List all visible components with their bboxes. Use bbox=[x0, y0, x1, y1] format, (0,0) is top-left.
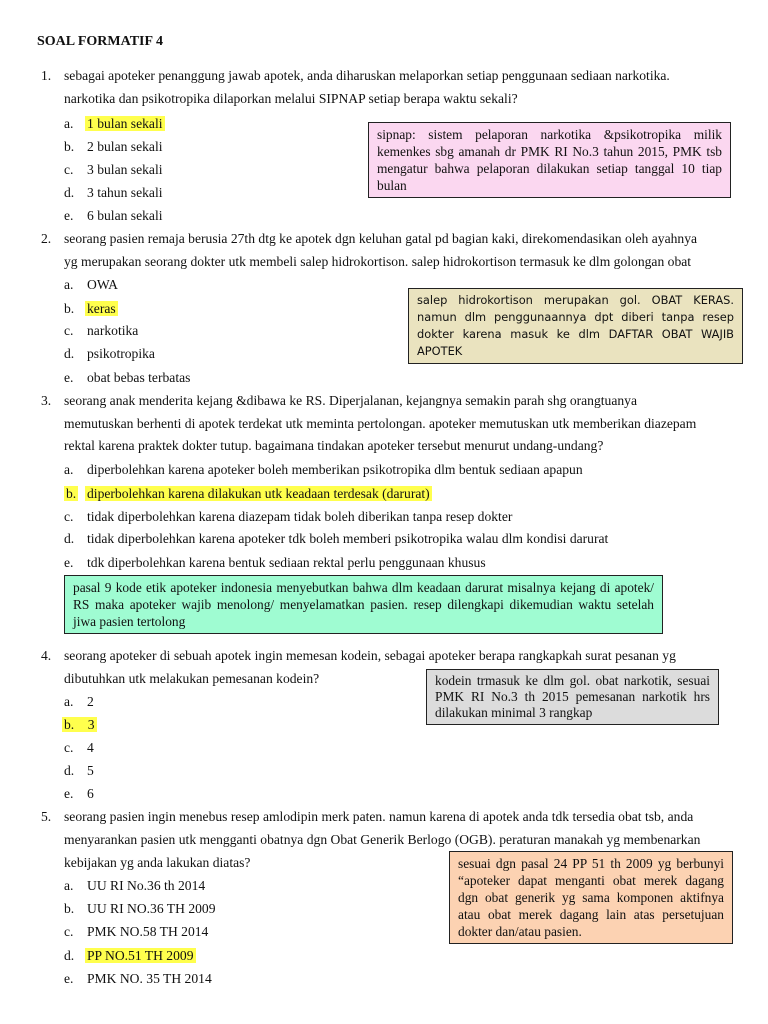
option-letter: c. bbox=[64, 162, 74, 177]
highlighted-answer: 1 bulan sekali bbox=[87, 116, 163, 131]
option-text: 4 bbox=[87, 740, 94, 755]
option-letter: a. bbox=[64, 277, 74, 292]
option-text: OWA bbox=[87, 277, 118, 292]
option-text: 3 tahun sekali bbox=[87, 185, 163, 200]
option-letter: a. bbox=[64, 116, 74, 131]
option-letter: e. bbox=[64, 208, 74, 223]
question-number: 1. bbox=[41, 68, 52, 83]
question-text: kebijakan yg anda lakukan diatas? bbox=[64, 855, 251, 870]
option-letter: c. bbox=[64, 323, 74, 338]
option-text: 5 bbox=[87, 763, 94, 778]
option-letter: e. bbox=[64, 786, 74, 801]
highlighted-answer bbox=[62, 717, 97, 732]
option-letter: b. bbox=[64, 301, 75, 316]
option-letter: b. bbox=[64, 717, 75, 732]
highlighted-answer: PP NO.51 TH 2009 bbox=[87, 948, 194, 963]
question-text: seorang pasien ingin menebus resep amlodipin merk paten. namun karena di apotek anda tdk tersedia obat tsb, anda bbox=[64, 809, 694, 824]
option-letter: d. bbox=[64, 763, 75, 778]
question-number: 4. bbox=[41, 648, 52, 663]
explanation-note: sesuai dgn pasal 24 PP 51 th 2009 yg berbunyi “apoteker dapat menganti obat merek dagang dgn obat generik yg sama komponen aktifnya atau obat merek dagang lain atas persetujuan dokter dan/atau pasien. bbox=[449, 851, 733, 944]
question-number: 5. bbox=[41, 809, 52, 824]
question-text: seorang anak menderita kejang &dibawa ke RS. Diperjalanan, kejangnya semakin parah shg orangtuanya bbox=[64, 393, 638, 408]
option-text: UU RI No.36 th 2014 bbox=[87, 878, 206, 893]
option-text: diperbolehkan karena apoteker boleh memberikan psikotropika dlm bentuk sediaan apapun bbox=[87, 462, 583, 477]
option-text: PMK NO. 35 TH 2014 bbox=[87, 971, 212, 986]
option-text: narkotika bbox=[87, 323, 139, 338]
option-letter: d. bbox=[64, 531, 75, 546]
explanation-note: kodein trmasuk ke dlm gol. obat narkotik, sesuai PMK RI No.3 th 2015 pemesanan narkotik hrs dilakukan minimal 3 rangkap bbox=[426, 669, 719, 725]
question-text: sebagai apoteker penanggung jawab apotek, anda diharuskan melaporkan setiap penggunaan sediaan narkotika. bbox=[64, 68, 670, 83]
option-text: tidak diperbolehkan karena apoteker tdk boleh memberi psikotropika walau dlm kondisi darurat bbox=[87, 531, 609, 546]
question-text: rektal karena praktek dokter tutup. bagaimana tindakan apoteker tersebut menurut undang-undang? bbox=[64, 438, 604, 453]
option-row bbox=[62, 717, 97, 733]
option-letter: b. bbox=[64, 901, 75, 916]
option-text: psikotropika bbox=[87, 346, 155, 361]
option-text: 3 bbox=[87, 717, 95, 732]
explanation-note: sipnap: sistem pelaporan narkotika &psikotropika milik kemenkes sbg amanah dr PMK RI No.3 tahun 2015, PMK tsb mengatur bahwa pelaporan dilakukan setiap tanggal 10 tiap bulan bbox=[368, 122, 731, 198]
option-text: 2 bbox=[87, 694, 94, 709]
option-text: 6 bbox=[87, 786, 94, 801]
highlighted-answer: diperbolehkan karena dilakukan utk keadaan terdesak (darurat) bbox=[87, 486, 430, 501]
option-letter: c. bbox=[64, 924, 74, 939]
option-text bbox=[85, 116, 165, 132]
option-letter: e. bbox=[64, 971, 74, 986]
option-text: UU RI NO.36 TH 2009 bbox=[87, 901, 216, 916]
question-text: memutuskan berhenti di apotek terdekat utk meminta pertolongan. apoteker memutuskan utk memberikan diazepam bbox=[64, 416, 697, 431]
option-text bbox=[85, 301, 118, 317]
question-text: yg merupakan seorang dokter utk membeli salep hidrokortison. salep hidrokortison termasuk ke dlm golongan obat bbox=[64, 254, 692, 269]
explanation-note: salep hidrokortison merupakan gol. OBAT KERAS. namun dlm penggunaannya dpt diberi tanpa resep dokter karena masuk ke dlm DAFTAR OBAT WAJIB APOTEK bbox=[408, 288, 743, 364]
option-letter: d. bbox=[64, 346, 75, 361]
option-text: tidak diperbolehkan karena diazepam tidak boleh diberikan tanpa resep dokter bbox=[87, 509, 513, 524]
highlighted-letter: b. bbox=[66, 486, 77, 501]
question-text: seorang pasien remaja berusia 27th dtg ke apotek dgn keluhan gatal pd bagian kaki, direkomendasikan oleh ayahnya bbox=[64, 231, 698, 246]
option-letter: e. bbox=[64, 370, 74, 385]
option-letter: c. bbox=[64, 740, 74, 755]
option-text: obat bebas terbatas bbox=[87, 370, 191, 385]
option-text: PMK NO.58 TH 2014 bbox=[87, 924, 209, 939]
option-text: tdk diperbolehkan karena bentuk sediaan rektal perlu penggunaan khusus bbox=[87, 555, 486, 570]
option-letter: e. bbox=[64, 555, 74, 570]
option-letter: d. bbox=[64, 185, 75, 200]
option-text: 2 bulan sekali bbox=[87, 139, 163, 154]
option-letter: d. bbox=[64, 948, 75, 963]
question-number: 2. bbox=[41, 231, 52, 246]
option-letter bbox=[64, 486, 84, 502]
explanation-note: pasal 9 kode etik apoteker indonesia menyebutkan bahwa dlm keadaan darurat misalnya kejang di apotek/ RS maka apoteker wajib menolong/ menyelamatkan pasien. resep dilengkapi dikemudian waktu setelah jiwa pasien tertolong bbox=[64, 575, 663, 634]
option-letter: c. bbox=[64, 509, 74, 524]
option-text bbox=[85, 948, 196, 964]
option-letter: a. bbox=[64, 462, 74, 477]
page-title: SOAL FORMATIF 4 bbox=[37, 34, 164, 49]
highlighted-answer: keras bbox=[87, 301, 116, 316]
question-text: narkotika dan psikotropika dilaporkan melalui SIPNAP setiap berapa waktu sekali? bbox=[64, 91, 518, 106]
option-text: 6 bulan sekali bbox=[87, 208, 163, 223]
question-number: 3. bbox=[41, 393, 52, 408]
question-text: menyarankan pasien utk mengganti obatnya dgn Obat Generik Berlogo (OGB). peraturan manakah yg membenarkan bbox=[64, 832, 701, 847]
question-text: dibutuhkan utk melakukan pemesanan kodein? bbox=[64, 671, 320, 686]
question-text: seorang apoteker di sebuah apotek ingin memesan kodein, sebagai apoteker berapa rangkapkah surat pesanan yg bbox=[64, 648, 676, 663]
option-letter: b. bbox=[64, 139, 75, 154]
option-text: 3 bulan sekali bbox=[87, 162, 163, 177]
option-letter: a. bbox=[64, 694, 74, 709]
option-letter: a. bbox=[64, 878, 74, 893]
option-text bbox=[85, 486, 432, 502]
